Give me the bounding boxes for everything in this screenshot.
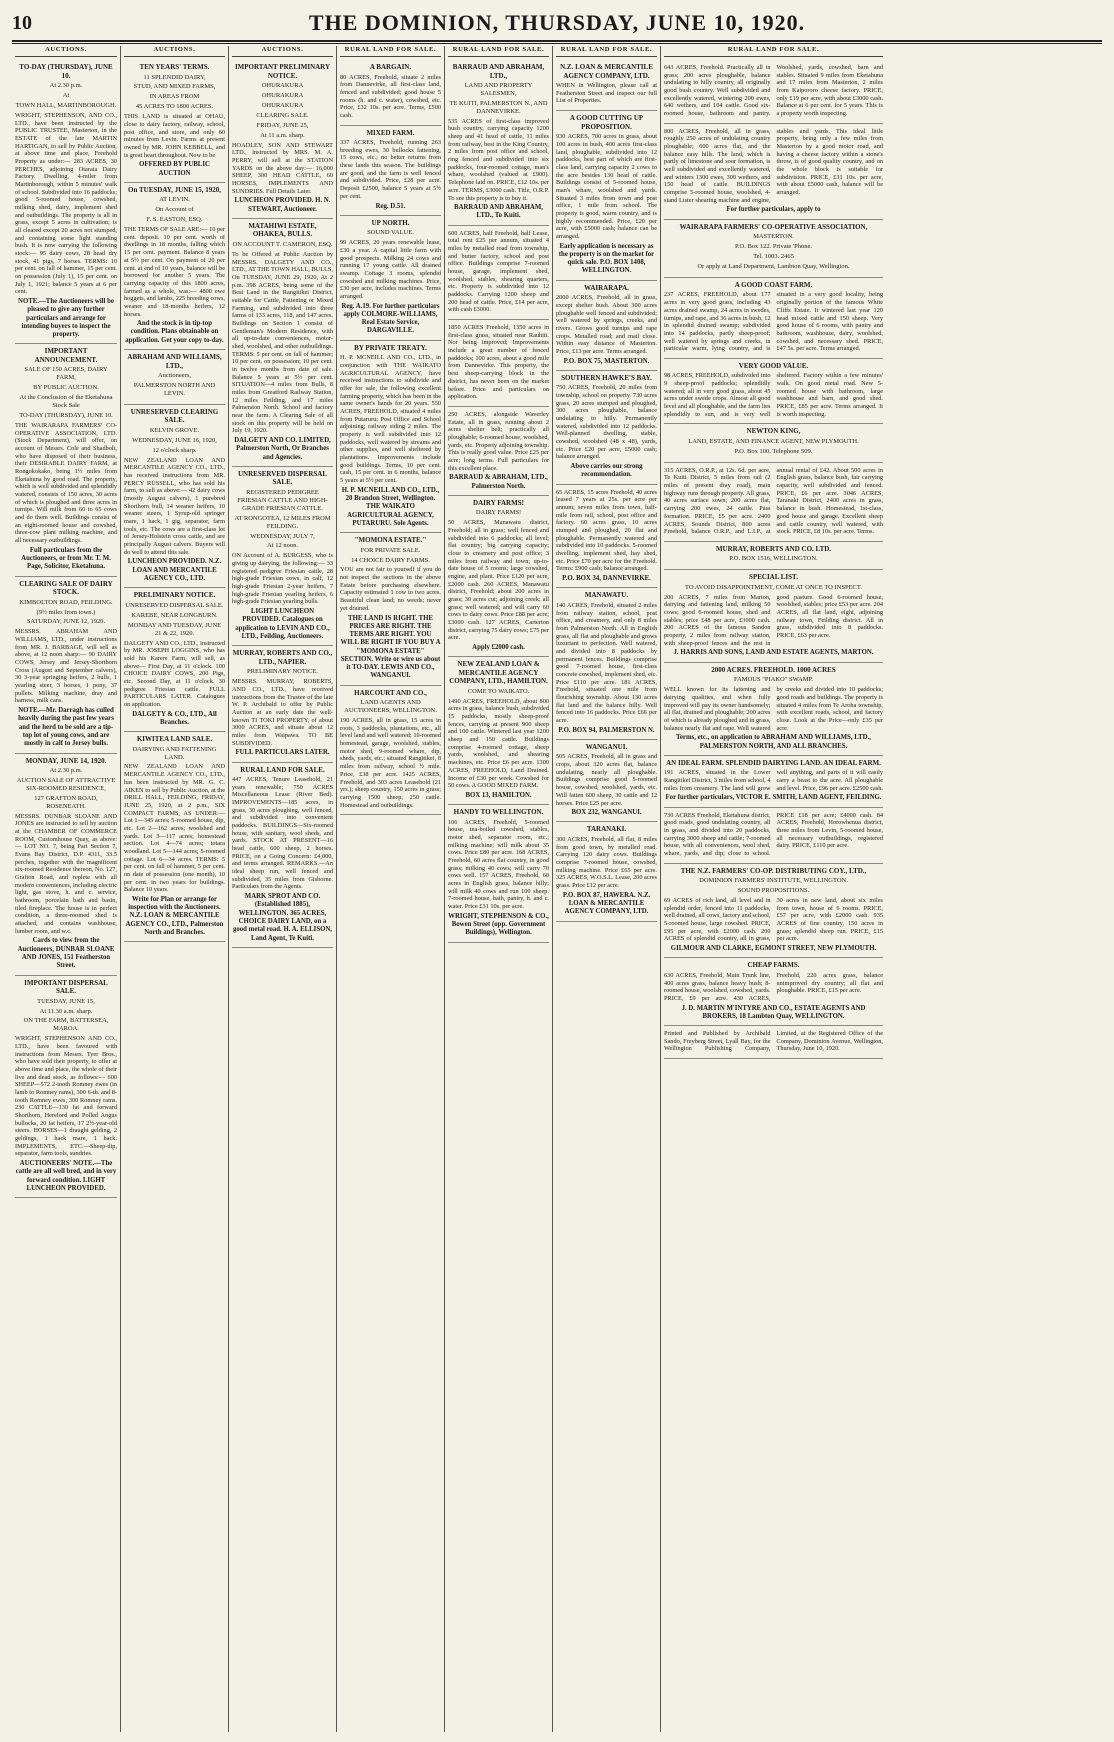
advertisement (664, 864, 883, 959)
ad-body: H. P. MCNEILL AND CO., LTD., in conjunction with THE WAIKATO AGRICULTURAL AGENCY, have received instructions to subdivide and offer for sale, the following excellent farming property, which has been in the same owner's hands for 20 years. 550 ACRES, FREEHOLD, situated 4 miles from Putaruru; Post Office and School adjoining; railway siding 2 miles. The property is well subdivided into 12 paddocks, well watered by streams and other supplies, and well sheltered by plantations. Improvements include good buildings. Terms, 10 per cent. cash, 15 per cent. in 6 months, balance 5 years at 5½ per cent. (340, 354, 441, 485)
ad-signature: P.O. BOX 94, PALMERSTON N. (558, 726, 655, 734)
ad-body: 1490 ACRES, FREEHOLD, about 800 acres in grass, balance bush, subdivided 15 paddocks, mostly sheep-proof fences, carrying at present 900 sheep and 100 cattle. Wintered last year 1200 sheep and 150 cattle. Buildings comprise 4-roomed cottage, sheep yards, woolshed, and shearing machines, etc. Price £6 per acre. 1300 ACRES, FREEHOLD, Land Drained. Income of £30 per week. Cowshed for 50 cows. A GOOD MIXED FARM. (448, 697, 549, 790)
ad-subline: FAMOUS "PIAKO" SWAMP. (733, 676, 814, 684)
advertisement (664, 958, 883, 1026)
advertisement (232, 219, 333, 467)
masthead (12, 8, 1102, 38)
ad-subline: DAIRY FARMS! (475, 509, 522, 517)
ad-headline: BARRAUD AND ABRAHAM, LTD., (452, 63, 545, 80)
advertisement (448, 407, 549, 496)
ad-headline: CLEARING SALE OF DAIRY STOCK. (19, 579, 113, 597)
column-heading: AUCTIONS. (15, 46, 117, 57)
ad-signature: Above carries our strong recommendation. (570, 463, 643, 479)
advertisement (232, 60, 333, 219)
ad-signature: NOTE.—Mr. Darragh has culled heavily during the past few years and the herd to be sold are a tip-top lot of young cows, and are mostly in calf to Jersey bulls. (18, 707, 114, 748)
advertisement (664, 359, 883, 425)
ad-body: 630 ACRES, Freehold, Main Trunk line, 400 acres grass, balance heavy bush; 8-roomed house, woolshed, cowshed, yards. PRICE, £9 per acre. 430 ACRES, Freehold, 220 acres grass, balance unimproved dry country; all flat and ploughable. PRICE, £15 per acre. (664, 971, 883, 1002)
ad-subline: OHURAKURA (261, 82, 304, 90)
ad-body: 730 ACRES Freehold, Eketahuna district, good roads, good undulating country, all in grass, and divided into 20 paddocks, carrying 3000 sheep and cattle; 7-roomed house, with all conveniences, wool shed, whare, yards, and dip; close to school. PRICE £18 per acre; £4000 cash. 84 ACRES, Freehold, Horowhenua district, three miles from Levin, 5-roomed house, all necessary outbuildings, registered dairy. PRICE, £110 per acre. (664, 811, 883, 857)
ad-body: 300 ACRES, Freehold, all flat, 8 miles from good town, by metalled road. Carrying 120 dairy cows. Buildings comprise 7-roomed house, cowshed, milking machine. Price £65 per acre. 325 ACRES, W.O.S.L. Lease, 200 acres grass. Price £12 per acre. (556, 835, 657, 890)
masthead-rule (12, 40, 1102, 42)
ad-headline: PRELIMINARY NOTICE. (133, 591, 216, 600)
advertisement (15, 754, 117, 976)
ad-headline: A GOOD CUTTING UP PROPOSITION. (569, 114, 644, 131)
ad-subline: WEDNESDAY, JULY 7, (250, 532, 315, 540)
page-number: 10 (12, 12, 32, 34)
ad-body: 600 ACRES, half Freehold, half Lease, total rent £25 per annum, situated 4 miles by metalled road from township, and butter factory, school and post office. Buildings comprise 7-roomed house, garage, implement shed, woolshed, stables, shearing quarters, etc. Property is subdivided into 12 paddocks. Carrying 1200 sheep and 200 head of cattle. Price, £14 per acre, with cash £3000. (448, 229, 549, 314)
ad-subline: OHURAKURA (261, 92, 304, 100)
ad-body: 50 ACRES, Manawatu district, Freehold; all in grass; well fenced and subdivided into 6 paddocks; all level; flat country; big carrying capacity; close to creamery and post office; 3 miles from railway and town; up-to-date house of 5 rooms; large cowshed, engine, and plant. Price £120 per acre, £2000 cash. 260 ACRES, Manawatu district, Freehold; about 200 acres in grass; 30 acres cut; adjoining creek; all grass; well watered; and will carry 60 cows to dairy cows. Price £88 per acre; £3000 cash. 127 ACRES, Carterton district, carrying 75 dairy cows; £75 per acre. (448, 519, 549, 642)
advertisement (340, 126, 441, 216)
advertisement (664, 278, 883, 359)
ad-signature: Write for Plan or arrange for inspection with the Auctioneers. N.Z. LOAN & MERCANTILE AGENCY CO., LTD., Palmerston North and Branches. (125, 895, 224, 937)
advertisement (124, 350, 225, 405)
advertisement (15, 976, 117, 1199)
ad-body: 237 ACRES, FREEHOLD, about 177 acres in very good grass, including 43 acres drained swamp, 24 acres in swedes, turnips, and rape, and 36 acres in bush, 12 in splendid drained swamp; subdivided into 14 paddocks, partly sheep-proof; well watered by springs and creeks, in particular warm, lying country, and is situated in a very good locality, being originally portion of the famous White Cliffs Estate. It wintered last year 120 head mixed cattle and 150 sheep. Very good house of 6 rooms, with pantry and bathroom, washhouse, dairy, woolshed, cowshed, and necessary shed. PRICE, £47 5s. per acre. Terms arranged. (664, 291, 883, 353)
ad-signature: P.O. BOX 87, HAWERA. N.Z. LOAN & MERCANTILE AGENCY COMPANY, LTD. (562, 891, 651, 916)
ad-headline: N.Z. LOAN & MERCANTILE AGENCY COMPANY, LTD. (560, 63, 653, 80)
ad-subline: TO-DAY (THURSDAY), JUNE 10. (19, 412, 113, 420)
ad-body: THIS LAND is situated at OHAU, close to dairy factory, railway, school, post office, and store, and only 60 minutes from Levin. Farms at present owned by MR. JOHN KEBBELL, and is great heart throughout. Now to be (124, 113, 225, 159)
ad-body: HOADLEY, SON AND STEWART LTD., instructed by MRS. M. A. PERRY, will sell at the STATION YARDS on the above day:— 16,000 SHEEP, 300 HEAD CATTLE, 60 HORSES, IMPLEMENTS AND SUNDRIES. Full Details Later. (232, 141, 333, 195)
ad-subline: COME TO WAIKATO. (467, 687, 530, 695)
ad-headline: WAIRARAPA. (584, 283, 629, 292)
ad-signature: GILMOUR AND CLARKE, EGMONT STREET, NEW PLYMOUTH. (670, 945, 877, 953)
ad-subline: LAND AGENTS AND AUCTIONEERS, WELLINGTON. (344, 699, 437, 715)
advertisement (556, 485, 657, 589)
ad-signature: BARRAUD & ABRAHAM, LTD., Palmerston North. (449, 474, 548, 490)
ad-body: WRIGHT, STEPHENSON AND CO., LTD., have been favoured with instructions from Messrs. Tyer Bros., who have sold their property, to offer at above time and place, the whole of their live and dead stock, as follows:— 600 SHEEP—572 2-tooth Romney ewes (in lamb to Romney rams), 300 6-th. and 8-tooth Romney ewes, 300 Romney rams. 230 CATTLE—130 fat and forward Shorthorn, Hereford and Polled Angus bullocks, 20 fat heifers, 17 2½-year-old steers. HORSES—1 draught gelding, 2 geldings, 1 hack mare, 1 hack. IMPLEMENTS, ETC.—Sheep-dip, separator, farm tools, sundries. (15, 1035, 117, 1158)
ad-headline: WAIRARAPA FARMERS' CO-OPERATIVE ASSOCIATION, (679, 222, 868, 231)
ad-headline: UNRESERVED CLEARING SALE. (130, 407, 219, 425)
ad-headline: THE N.Z. FARMERS' CO-OP. DISTRIBUTING COY., LTD., (680, 866, 867, 875)
advertisement (124, 60, 225, 183)
ad-subline: 14 CHOICE DAIRY FARMS. (351, 556, 430, 564)
ad-subline: SALE OF 150 ACRES, DAIRY FARM, (24, 366, 108, 382)
column-auctions-2 (120, 46, 228, 1732)
advertisement (124, 405, 225, 588)
advertisement (664, 1026, 883, 1059)
ad-headline: IMPORTANT PRELIMINARY NOTICE. (234, 63, 331, 80)
ad-signature: Reg. A.19. For further particulars apply COLMORE-WILLIAMS, Real Estate Service, DARGAVILLE. (341, 302, 440, 335)
ad-body: 191 ACRES, situated in the Lower Rangitikei District, 3 miles from school, 4 miles from creamery. The land will grow well anything, and parts of it will easily carry a beast to the acre. All ploughable and level. Price, £96 per acre. £2500 cash. (664, 769, 883, 792)
ad-headline: A GOOD COAST FARM. (734, 280, 813, 289)
ad-subline: AT RONGOTEA, 12 MILES FROM FEILDING. (234, 514, 331, 530)
ad-signature: NOTE.—The Auctioneers will be pleased to give any further particulars and arrange for intending buyers to inspect the property. (18, 297, 114, 339)
ad-headline: NEWTON KING, (746, 427, 801, 436)
ad-subline: At 2.30 p.m. (49, 767, 83, 775)
ad-signature: BARRAUD AND ABRAHAM, LTD., To Kuiti. (454, 204, 543, 220)
ad-signature: For further particulars, apply to (726, 206, 821, 214)
ad-headline: HARCOURT AND CO., (354, 688, 427, 697)
ad-body: 447 ACRES, Tenure Leasehold, 21 years renewable; 750 ACRES Miscellaneous Lease (River Bed). IMPROVEMENTS—185 acres, in grass, 30 acres ploughing, well fenced, and subdivided into convenient paddocks. BUILDINGS—Six-roomed house, with sanitary, wool sheds, and yards. STOCK AT PRESENT—16 head cattle, 600 sheep, 2 horses. PRICE, on a Going Concern: £4,000, and terms arranged. REMARKS.—An ideal sheep run, well fenced and subdivided, 35 miles from Gisborne. Particulars from the Agents. (232, 776, 333, 891)
advertisement (664, 570, 883, 662)
ad-body: 140 ACRES, Freehold, situated 2 miles from railway station, school, post office, and creamery, and only 8 miles from Palmerston North. All in English grass, all flat and ploughable and grows luxuriant to perfection. Well watered, and divided into 8 paddocks by permanent fences. Buildings comprise good 7-roomed house, first-class concrete cowshed, implement shed, etc. Price £110 per acre. 181 ACRES, Freehold, situated one mile from flourishing township. About 130 acres flat land and the balance hilly. Well fenced into 16 paddocks. Price £66 per acre. (556, 601, 657, 724)
advertisement (556, 822, 657, 921)
ad-subline: At 2.30 p.m. (49, 82, 83, 90)
advertisement (664, 663, 883, 756)
ad-signature: LIGHT LUNCHEON PROVIDED. Catalogues on application to LEVIN AND CO., LTD., Feilding, Auctioneers. (235, 608, 330, 640)
ad-signature: BOX 13, HAMILTON. (465, 791, 532, 799)
ad-signature: Early application is necessary as the property is on the market for quick sale. P.O. BOX 1408, WELLINGTON. (558, 242, 655, 275)
advertisement (664, 124, 883, 220)
column-rural-land-3 (552, 46, 660, 1732)
column-rural-land-wide (660, 46, 886, 1732)
ad-headline: MURRAY, ROBERTS AND CO. LTD. (715, 544, 832, 553)
ad-headline: 2000 ACRES. FREEHOLD. 1000 ACRES (711, 665, 836, 674)
advertisement (232, 763, 333, 948)
ad-headline: TO-DAY (THURSDAY), JUNE 10. (19, 63, 113, 80)
column-auctions-3 (228, 46, 336, 1732)
ad-body: 643 ACRES, Freehold. Practically all in grass; 200 acres ploughable, balance undulating to hilly country, all originally good bush country. Well subdivided and excellently watered, wintering 200 ewes, 640 wethers, and 104 cattle. Good six-roomed house, bathroom and pantry. Woolshed, yards, cowshed, barn and stables. Situated 9 miles from Eketahuna and 17 miles from Masterton, 2 miles from Kaipororo cheese factory. PRICE, only £19 per acre, with about £3000 cash. Balance at 6 per cent. for 5 years. This is a property worth inspecting. (664, 64, 883, 118)
ad-headline: KIWITEA LAND SALE. (136, 735, 213, 744)
column-heading: RURAL LAND FOR SALE. (340, 46, 441, 57)
advertisement (124, 183, 225, 350)
advertisement (232, 467, 333, 646)
ad-subline: PRELIMINARY NOTICE. (247, 668, 318, 676)
advertisement (556, 371, 657, 485)
newspaper-title: THE DOMINION, THURSDAY, JUNE 10, 1920. (308, 10, 806, 35)
ad-body: YOU are not fair to yourself if you do not inspect the sections in the above Estate before purchasing elsewhere. Capacity estimated 1 cow to two acres. Beautiful clean land; no weeds; never yet drained. (340, 566, 441, 612)
advertisement (556, 60, 657, 111)
ad-headline: VERY GOOD VALUE. (738, 361, 809, 370)
ad-subline: TOWN HALL, MARTINBOROUGH. (15, 101, 117, 109)
ad-headline: ABRAHAM AND WILLIAMS, LTD., (127, 353, 222, 370)
advertisement (664, 542, 883, 570)
ad-body: MESSRS. DUNBAR SLOANE AND JONES are instructed to sell by auction at the CHAMBER OF COMMERCE ROOM, Customhouse Quay, as above:— LOT NO. 7, being Part Section 7, Evans Bay District, D.P. 4311, 33.5 perches, together with the magnificent six-roomed Residence thereon, No. 127, Grafton Road, and replete with all modern conveniences, including electric light, gas stove, h. and c. service, bathroom, porcelain bath and basin, tiled fireplace. The house is in perfect condition, a three-roomed shed is attached, and contains washhouse, lumber room, and w.c. (15, 812, 117, 935)
ad-body: 65 ACRES, 15 acres Freehold, 40 acres leased 7 years at 25s. per acre per annum; seven miles from town, half-mile from rail, school, post office and factory. 60 acres grass, 10 acres stumped and ploughed, 20 flat and ploughable. Permanently watered and subdivided into 10 paddocks. 5-roomed dwelling, implement shed, hay shed, etc. Price £70 per acre for the Freehold. Terms: £900 cash; balance arranged. (556, 488, 657, 573)
ad-subline: MONDAY AND TUESDAY, JUNE 21 & 22, 1920. (127, 621, 222, 637)
advertisement (448, 60, 549, 226)
advertisement (556, 111, 657, 281)
ad-body: DALGETY AND CO., LTD., instructed by MR. JOSEPH LOGGINS, who has sold his Karere Farm, will sell, as above— First Day, at 11 o'clock. 100 CHOICE DAIRY COWS, 200 Pigs, etc. Second Day, at 11 o'clock. 30 pedigree Friesian cattle. FULL PARTICULARS LATER. Catalogues on application. (124, 639, 225, 708)
column-heading: RURAL LAND FOR SALE. (556, 46, 657, 57)
ad-subline: Auctioneers, (157, 372, 192, 380)
ad-headline: RURAL LAND FOR SALE. (240, 765, 325, 774)
ad-body: 200 ACRES, 7 miles from Marton, dairying and fattening land, milking 50 cows; good 6-roomed house, shed and stables; price £48 per acre, £3000 cash. 200 ACRES of the famous Sandon property, 2 miles from railway station, with sheep-proof fences and the rest in good pasture. Good 6-roomed house, woolshed, stables; price £53 per acre. 204 ACRES, all flat land, eight, adjoining railway town, Feilding district. All in grass, subdivided into 8 paddocks. PRICE, £63 per acre. (664, 593, 883, 647)
ad-subline: 11 SPLENDID DAIRY, (143, 73, 206, 81)
column-heading: AUCTIONS. (232, 46, 333, 57)
ad-body: 1850 ACRES Freehold, 1350 acres in first-class grass, situated near Rauhiti. Nor being improved; Improvements include a great number of fenced paddocks; 100 acres, about a good mile from Dannevirke. This property, the best sheep-carrying block in the district, has never been on the market before. Price and particulars on application. (448, 324, 549, 401)
ad-headline: CHEAP FARMS. (747, 961, 800, 970)
ad-subline: At the Conclusion of the Eketahuna Stock Sale (19, 394, 113, 410)
ad-subline: OHURAKURA (261, 101, 304, 109)
ad-signature: H. P. MCNEILL AND CO., LTD., 20 Brandon Street, Wellington. THE WAIKATO AGRICULTURAL AGENCY, PUTARURU. Sole Agents. (341, 486, 440, 527)
ad-subline: IN AREAS FROM (149, 93, 200, 101)
advertisement (15, 577, 117, 754)
advertisement (448, 657, 549, 805)
ad-subline: FRIDAY, JUNE 25, (256, 121, 309, 129)
ad-signature: THE LAND IS RIGHT. THE PRICES ARE RIGHT. THE TERMS ARE RIGHT. YOU WILL BE RIGHT IF YOU BUY A "MOMONA ESTATE" SECTION. Write or wire us about it TO-DAY. LEWIS AND CO., WANGANUI. (340, 614, 441, 680)
ad-signature: For further particulars, VICTOR E. SMITH, LAND AGENT, FEILDING. (665, 794, 882, 802)
column-rural-land-1 (336, 46, 444, 1732)
ad-headline: UP NORTH. (371, 218, 410, 227)
advertisement (124, 732, 225, 942)
ad-signature: AUCTIONEERS' NOTE.—The cattle are all well bred, and in very forward condition. LIGHT LUNCHEON PROVIDED. (15, 1160, 117, 1192)
advertisement (664, 60, 883, 124)
ad-headline: DAIRY FARMS! (473, 498, 524, 507)
ad-signature: J. HARRIS AND SONS, LAND AND ESTATE AGENTS, MARTON. (673, 649, 874, 657)
columns-container (12, 46, 1102, 1732)
ad-body: WELL known for its fattening and dairying qualities, and when fully improved will pay its owner handsomely; all flat, drained and ploughable; 200 acres of which is already ploughed and in grass, balance nearly flat and rape. Well watered by creeks and divided into 10 paddocks; good roads and buildings. The property is situated 4 miles from Te Aroha township, with excellent roads, school, and factory close. Look at the Price—only £35 per acre. (664, 686, 883, 732)
advertisement (15, 344, 117, 576)
ad-subline: SATURDAY, JUNE 12, 1920. (26, 618, 106, 626)
ad-signature: DALGETY & CO., LTD., All Branches. (132, 710, 217, 726)
ad-signature: MARK SPROT AND CO. (Established 1885), WELLINGTON. 365 ACRES, CHOICE DAIRY LAND, on a good metal road. H. A. ELLISON, Land Agent, Te Kuiti. (232, 893, 332, 942)
ad-headline: "MOMONA ESTATE." (354, 536, 427, 545)
ad-signature: P.O. BOX 34, DANNEVIRKE. (562, 575, 651, 583)
ad-subline: ON THE FARM, BATTERSEA, MAROA. (23, 1017, 109, 1033)
ad-headline: UNRESERVED DISPERSAL SALE. (237, 469, 328, 487)
ad-subline: KIMBOLTON ROAD, FEILDING. (19, 598, 113, 606)
ad-signature: Reg. D.51. (375, 202, 406, 210)
ad-subline: SOUND VALUE. (367, 229, 414, 237)
ad-subline: On Account of (155, 206, 194, 214)
ad-body: 2000 ACRES, Freehold, all in grass, except shelter bush. About 300 acres ploughable well fenced and subdivided; well watered by springs, creeks, and rivers. Grows good turnips and rape crops. Metalled road; and mail close. Within easy distance of Masterton. Price, £13 per acre. Terms arranged. (556, 294, 657, 355)
advertisement (448, 496, 549, 657)
ad-body: THE WAIRARAPA FARMERS' CO-OPERATIVE ASSOCIATION, LTD. (Stock Department), will offer, on account of Messrs. Cole and Shadbolt, who have disposed of their business, their DESIRABLE DAIRY FARM, at Rongokokako, being 1½ miles from Eketahuna by good road. The property, which is well subdivided and splendidly watered, consists of 150 acres, 30 acres of which is ploughed and three acres in turnips. Will milk from 60 to 65 cows and do them well. Buildings consist of an eight-roomed house and cowshed, three-cow plant milking machine, and all necessary outbuildings. (15, 421, 117, 545)
ad-headline: On TUESDAY, JUNE 15, 1920, (128, 185, 221, 194)
ad-body: NEW ZEALAND LOAN AND MERCANTILE AGENCY CO., LTD., has been instructed by MR. G. C. AIKEN to sell by Public Auction, at the DRILL HALL, FEILDING, FRIDAY, JUNE 25, 1920, at 2 p.m., SIX COMPACT FARMS, AS UNDER:— Lot 1—345 acres; 5-roomed house, dip, etc. Lot 2—162 acres; woolshed and yards. Lot 3—117 acres; homestead section. Lot 4—74 acres; totara woodland. Lot 5—144 acres; 5-roomed cottage. Lot 6—34 acres. TERMS: 5 per cent. on fall of hammer, 5 per cent. on date of possession (one month), 10 per cent. in two years for buildings. Balance 10 years. (124, 763, 225, 894)
column-rural-land-2 (444, 46, 552, 1732)
ad-subline: UNRESERVED DISPERSAL SALE. (125, 601, 224, 609)
ad-body: To be Offered at Public Auction by MESSRS. DALGETY AND CO., LTD., AT THE TOWN HALL, BULLS, On TUESDAY, JUNE 29, 1920, At 2 p.m. 398 ACRES, being some of the Best Land in the Rangitikei District, suitable for Cattle, Fattening or Mixed Farming, and subdivided into three farms of 133 acres, 118, and 147 acres. Buildings on Section 1 consist of Gentleman's Modern Residence, with all up-to-date conveniences, motor-shed, woolshed, and other outbuildings. TERMS: 5 per cent. on fall of hammer; 10 per cent. on possession; 10 per cent. in twelve months from date of sale. Balance 5 years at 5½ per cent. SITUATION—4 miles from Bulls, 8 miles from Greatford Railway Station, 12 miles Feilding, and 17 miles Palmerston North. School and factory near the farm. A Clearing Sale of all stock on this property will be held on July 19, 1920. (232, 250, 333, 435)
ad-body: 99 ACRES, 20 years renewable lease, £30 a year. A capital little farm with good prospects. Milking 24 cows and running 17 young cattle. All drained swamp. Cottage 3 rooms, splendid cowshed and milking machines. Price, £30 per acre, includes machines. Terms arranged. (340, 239, 441, 300)
ad-body: 800 ACRES, Freehold, all in grass, roughly 250 acres of undulating country ploughable; 600 acres flat, and the balance easy hills. The land, which is partly of limestone and sour formation, is well subdivided and excellently watered, and winters 1300 ewes, 300 wethers, and 150 head of cattle. BUILDINGS comprise 5-roomed house, woolshed, 4-stand Lister shearing machine and engine, stables and yards. This ideal little property, being only a few miles from Masterton by a good motor road, and having a cheese factory within a stone's throw, is of good quality country, and on the whole block is suitable for subdivision. PRICE, £31 10s. per acre, with about £5000 cash, balance will be arranged. (664, 127, 883, 204)
ad-subline: WEDNESDAY, JUNE 16, 1920, (132, 436, 217, 444)
ad-headline: MATAHIWI ESTATE, OHAKEA, BULLS. (248, 221, 317, 239)
ad-subline: P.O. BOX 1516, WELLINGTON. (729, 555, 818, 563)
ad-subline: 127 GRAFTON ROAD, ROSENEATH. (34, 794, 98, 810)
ad-subline: STUD, AND MIXED FARMS, (133, 83, 216, 91)
ad-headline: WANGANUI. (585, 742, 628, 751)
column-heading: AUCTIONS. (124, 46, 225, 57)
ad-headline: MIXED FARM. (366, 128, 415, 137)
ad-headline: SPECIAL LIST. (749, 573, 798, 582)
ad-subline: F. S. EASTON, ESQ. (146, 216, 203, 224)
advertisement (448, 226, 549, 320)
ad-body: 315 ACRES, O.R.P., at 12s. 6d. per acre, Te Kuiti District, 5 miles from rail (2 miles of present dray road), main highway runs through property. All grass, 40 acres surface sown; 200 acres flat, carrying 200 ewes, 24 cattle. Pass formation. PRICE, £5 per acre. 2400 ACRES, Sounds District, 800 acres Freehold, balance O.R.P., and L.I.P., at annual rental of £42. About 500 acres in English grass, balance bush, fair carrying capacity, well subdivided and fenced. PRICE, £6 per acre. 3046 ACRES, Taranaki District, 2400 acres in grass, balance in bush. Homestead, 1st-class, good house and garage. Excellent sheep and cattle country, well watered, with stock. PRICE, £8 10s. per acre. Terms. (664, 466, 883, 536)
advertisement (340, 686, 441, 815)
ad-headline: IMPORTANT ANNOUNCEMENT. (34, 347, 98, 364)
ad-body: Printed and Published by Archibald Sando, Freyberg Street, Lyall Bay, for the Wellington Publishing Company, Limited, at the Registered Office of the Company, Dominion Avenue, Wellington, Thursday, June 10, 1920. (664, 1030, 883, 1053)
ad-body: 98 ACRES, FREEHOLD, subdivided into 9 sheep-proof paddocks; splendidly watered; all in very good grass, about 45 acres under swede crops. Almost all good level and all ploughable, and the farm lies splendidly to sun, and is very well sheltered. Factory within a few minutes' walk. On good metal road. New 5-roomed house with bathroom, large washhouse and barn, and good shed. PRICE, £85 per acre. Terms arranged. It is worth inspecting. (664, 372, 883, 418)
ad-signature: BOX 232, WANGANUI. (571, 809, 642, 817)
column-auctions-1 (12, 46, 120, 1732)
advertisement (15, 60, 117, 344)
ad-subline: P.O. Box 100. Telephone 509. (734, 447, 813, 455)
ad-subline: DAIRYING AND FATTENING LAND. (132, 745, 217, 761)
ad-signature: OFFERED BY PUBLIC AUCTION (139, 161, 210, 177)
ad-subline: MASTERTON. (753, 233, 794, 241)
ad-signature: DALGETY AND CO. LIMITED, Palmerston North, Or Branches and Agencies. (234, 437, 331, 461)
ad-subline: P.O. Box 122. Private 'Phone. (734, 243, 812, 251)
ad-subline: REGISTERED PEDIGREE FRIESIAN CATTLE AND HIGH-GRADE FRIESIAN CATTLE. (237, 488, 328, 512)
ad-body: WHEN in Wellington, please call at Featherston Street and inspect our full List of Properties. (556, 82, 657, 105)
ad-subline: 45 ACRES TO 1800 ACRES. (135, 103, 214, 111)
ad-subline: PALMERSTON NORTH AND LEVIN. (133, 382, 216, 397)
ad-headline: HANDY TO WELLINGTON. (453, 808, 544, 817)
advertisement (556, 740, 657, 823)
ad-headline: MONDAY, JUNE 14, 1920. (25, 756, 107, 765)
column-heading: RURAL LAND FOR SALE. (664, 46, 883, 57)
ad-subline: FOR PRIVATE SALE. (360, 546, 421, 554)
ad-body: 250 ACRES, alongside Waverley Estate, all in grass, running about 2 acres shelter belt; practically all ploughable; 6-roomed house, woolshed, yards, etc. Property adjoining township. This is really good value. Price £25 per acre; long terms. Full particulars for this excellent place. (448, 410, 549, 472)
ad-headline: A BARGAIN. (369, 63, 412, 72)
ad-subline: TO AVOID DISAPPOINTMENT, COME AT ONCE TO INSPECT. (684, 583, 863, 591)
ad-body: MESSRS. ABRAHAM AND WILLIAMS, LTD., under instructions from MR. J. BARBAGE, will sell as above, at 12 noon sharp:— 90 DAIRY COWS, Jersey and Jersey-Shorthorn Cross (August and September calvers), 30 3-year springing heifers, 2 bulls, 1 yearling steer, 3 horses, 1 pony, 37 pullets. Milking machine, dray and harness, milk cans. (15, 628, 117, 705)
ad-subline: LAND AND PROPERTY SALESMEN, (464, 82, 533, 98)
masthead-rule-thin (12, 43, 1102, 44)
advertisement (664, 463, 883, 542)
ad-signature: LUNCHEON PROVIDED. N.Z. LOAN AND MERCANTILE AGENCY CO., LTD. (127, 558, 222, 582)
advertisement (556, 281, 657, 371)
ad-headline: BY PRIVATE TREATY. (354, 343, 427, 352)
ad-body: WRIGHT, STEPHENSON, AND CO., LTD., have been instructed by the PUBLIC TRUSTEE, Masterton, in the ESTATE of the late MARTIN HARTIGAN, to sell by Public Auction, at above time and place, Freehold Property as under:— 283 ACRES, 30 PERCHES, adjoining Otaraia Dairy Factory. Dwelling, 4-miler from Martinborough, within 5 minutes' walk of school. Subdivided into 16 paddocks; good 5-roomed house, cowshed, milking shed, dairy, implement shed and outbuildings. The property is all in grass, except 5 acres in cultivation; is all cleared except 20 acres not stumped, and containing some light standing bush. It is now carrying the following stock:— 95 dairy cows, 28 head dry stock, 41 pigs, 7 horses. TERMS: 10 per cent. on fall of hammer, 15 per cent. on possession (July 1), 15 per cent. on July 1, 1921; balance 5 years at 6 per cent. (15, 111, 117, 296)
ad-headline: NEW ZEALAND LOAN & MERCANTILE AGENCY COMPANY, LTD., HAMILTON. (449, 660, 548, 686)
ad-subline: At 11 a.m. sharp. (260, 131, 305, 139)
ad-subline: DOMINION FARMERS' INSTITUTE, WELLINGTON. (699, 877, 848, 885)
ad-signature: And the stock is in tip-top condition. Plans obtainable on application. Get your copy to-day. (125, 320, 224, 344)
ad-subline: At (62, 92, 70, 100)
advertisement (124, 588, 225, 732)
ad-signature: Terms, etc., on application to ABRAHAM AND WILLIAMS, LTD., PALMERSTON NORTH, AND ALL BRANCHES. (676, 734, 871, 750)
column-heading: RURAL LAND FOR SALE. (448, 46, 549, 57)
ad-subline: LAND, ESTATE, AND FINANCE AGENT, NEW PLYMOUTH. (688, 437, 859, 445)
ad-subline: SOUND PROPOSITIONS. (737, 887, 810, 895)
ad-body: 106 ACRES, Freehold, 5-roomed house, tea-boiled cowshed, stables, motor shed, separator room, etc.; milking machine; will milk about 35 cows. Price £80 per acre. 168 ACRES, Freehold, 60 acres flat country, in good grass; milking 40 cows; will carry 70 cows well. 157 ACRES, Freehold, 60 acres in English grass, balance hilly; will milk 40 cows and run 100 sheep. 7-roomed house, bath, pantry, h. and c. water. Price £31 10s. per acre. (448, 818, 549, 911)
ad-subline: At 11.30 a.m. sharp. (39, 1007, 93, 1015)
ad-signature: Full particulars from the Auctioneers, or from Mr. T. M. Page, Solicitor, Eketahuna. (21, 546, 111, 571)
advertisement (340, 216, 441, 341)
advertisement (448, 805, 549, 942)
ad-body: 535 ACRES of first-class improved bush country, carrying capacity 1200 sheep and 41 head of cattle, 11 miles from railway, best in the King Country, 2 miles from post office and school, ring fenced and subdivided into six paddocks, four-roomed cottage, man's whare, woolshed (valued at £900). Telephone laid on. PRICE, £12 10s. per acre. TERMS, £3000 cash. Title, O.R.P. To see this property is to buy it. (448, 117, 549, 202)
ad-headline: SOUTHERN HAWKE'S BAY. (561, 373, 652, 382)
advertisement (340, 60, 441, 126)
ad-subline: KAREBE, NEAR LONGBURN. (131, 611, 218, 619)
ad-subline: AT LEVIN. (159, 196, 190, 204)
ad-subline: 12 o'clock sharp. (152, 446, 197, 454)
advertisement (664, 756, 883, 808)
ad-body: THE TERMS OF SALE ARE:— 10 per cent. deposit. 10 per cent. worth of dwellings in 18 months, falling which 15 per cent. payment. Balance 8 years at 5½ per cent. On payment of 20 per cent. at end of 10 years, balance will be borrowed for another 5 years. The carrying capacity of this 1800 acres, farmed as a whole, was:— 4800 ewe hoggets, and lambs, 225 breeding cows, weaner and 18-months heifers, 12 horses. (124, 226, 225, 318)
ad-subline: (9½ miles from town.) (36, 608, 96, 616)
ad-body: 190 ACRES, all in grass, 15 acres in roots, 3 paddocks, plantations, etc., all level land and well watered; 10-roomed homestead, garage, woolshed, stables, motor shed, 9-roomed whare, dip, sheds, yards, etc.; situated Rangitikei, 8 miles from railway, school ½ mile. Price, £38 per acre. 1425 ACRES, Freehold, and 303 acres Leasehold (21 yrs.); sheep country, 150 acres in grass; carrying 1500 sheep, 250 cattle. Homestead and outbuildings. (340, 717, 441, 809)
ad-body: 337 ACRES, Freehold, running 263 breeding ewes, 30 bullocks fattening, 15 cows, etc.; no better returns from these lands this season. The buildings are good, and the farm is well fenced and subdivided. Price, £28 per acre. Deposit £2500, balance 5 years at 5½ per cent. (340, 139, 441, 200)
ad-headline: IMPORTANT DISPERSAL SALE. (24, 978, 108, 996)
advertisement (340, 341, 441, 533)
ad-body: NEW ZEALAND LOAN AND MERCANTILE AGENCY CO., LTD., has received instructions from MR. PERCY RUSSELL, who has sold his farm, to sell as above:— 42 dairy cows (mostly August calvers), 1 purebred Shorthorn bull, 14 weaner heifers, 10 weaner steers, 1 Syrup-old springer mare, 1 hack, 1 gig, separator, farm tools, etc. The cows are a first-class lot of Jersey-Holstein cross cattle, and are principally August calvers. Buyers will do well to attend this sale. (124, 456, 225, 556)
ad-signature: P.O. BOX 75, MASTERTON. (563, 357, 650, 365)
ad-body: 80 ACRES, Freehold, situate 2 miles from Dannevirke, all first-class land, fenced and subdivided; good house 5 rooms (h. and c. water), cowshed, etc. Price, £32 10s. per acre. Terms, £500 cash. (340, 73, 441, 119)
ad-headline: MURRAY, ROBERTS AND CO., LTD., NAPIER. (232, 649, 333, 666)
ad-subline: Tel. 1003. 2465 (753, 253, 794, 261)
ad-signature: J. D. MARTIN M'INTYRE AND CO., ESTATE AGENTS AND BROKERS, 18 Lambton Quay, WELLINGTON. (681, 1004, 866, 1020)
ad-headline: TARANAKI. (586, 825, 627, 834)
ad-headline: TEN YEARS' TERMS. (139, 63, 210, 72)
advertisement (556, 588, 657, 740)
ad-signature: Cards to view from the Auctioneers, DUNBAR SLOANE AND JONES, 151 Featherston Street. (17, 937, 115, 970)
ad-signature: WRIGHT, STEPHENSON & CO., Bowen Street (opp. Government Buildings), Wellington. (448, 912, 549, 937)
ad-signature: Apply £2000 cash. (472, 643, 525, 651)
ad-headline: MANAWATU. (584, 591, 629, 600)
ad-body: 750 ACRES, Freehold, 20 miles from township, school on property. 730 acres grass, 20 acres stumped and ploughed, 300 acres ploughable, balance undulating to hilly. Permanently watered, subdivided into 12 paddocks. Well-planned dwelling, stable, cowshed, woolshed (48 x 48), yards, etc. Price £20 per acre, £5000 cash; balance arranged. (556, 384, 657, 461)
ad-signature: FULL PARTICULARS LATER. (235, 749, 330, 757)
advertisement (664, 220, 883, 278)
advertisement (664, 808, 883, 864)
ad-signature: LUNCHEON PROVIDED. H. N. STEWART, Auctioneer. (234, 197, 331, 213)
ad-subline: BY PUBLIC AUCTION. (33, 384, 99, 392)
advertisement (232, 646, 333, 762)
ad-subline: At 12 noon. (267, 542, 298, 550)
ad-subline: KELVIN GROVE. (149, 426, 200, 434)
ad-subline: Or apply at Land Department, Lambton Quay, Wellington. (697, 263, 850, 271)
ad-subline: ON ACCOUNT T. CAMERON, ESQ. (232, 240, 333, 248)
ad-subline: TE KUITI, PALMERSTON N., AND DANNEVIRKE. (449, 99, 548, 115)
ad-body: ON Account of A. BURGESS, who is giving up dairying, the following:— 33 registered pedigree Friesian cattle, 28 high-grade Friesian cows, in calf, 12 high-grade Friesian 2-year heifers, 7 high-grade Friesian yearling heifers, 6 high-grade Friesian yearling bulls. (232, 552, 333, 606)
ad-body: 69 ACRES of rich land, all level and in splendid order, fenced into 11 paddocks, well drained, all cows, factory and school, 5-roomed house, large cowshed. PRICE, £95 per acre, with £2000 cash. 200 ACRES of splendid country, all in grass, 30 acres in new land, about six miles from town, house of 6 rooms. PRICE, £57 per acre, with £2000 cash. 935 ACRES of fine country, 150 acres in grass; splendid sheep run. PRICE, £15 per acre. (664, 897, 883, 943)
ad-subline: CLEARING SALE. (256, 111, 309, 119)
advertisement (340, 533, 441, 686)
advertisement (448, 320, 549, 407)
ad-subline: AUCTION SALE OF ATTRACTIVE SIX-ROOMED RESIDENCE, (16, 776, 116, 792)
advertisement (664, 424, 883, 462)
ad-subline: TUESDAY, JUNE 15, (37, 997, 95, 1005)
ad-body: MESSRS. MURRAY, ROBERTS, AND CO., LTD., have received instructions from the Trustee of the late W. P. Archibald to offer by Public Auction at an early date the well-known TI TOKI PROPERTY, of about 3000 ACRES, and situate about 12 miles from Waipawa. TO BE SUBDIVIDED. (232, 678, 333, 747)
ad-body: 505 ACRES, Freehold, all in grass and crops, about 320 acres flat, balance undulating, nearly all ploughable. Buildings comprise good 5-roomed house, cowshed, woolshed, yards, etc. Will fatten 600 sheep, 30 cattle and 12 horses. Price £25 per acre. (556, 753, 657, 807)
ad-body: 930 ACRES, 700 acres in grass, about 100 acres in bush, 400 acres first-class land, ploughable, subdivided into 12 paddocks, best part of which are first-class land, carrying capacity 2 cows to the acre besides 130 head of cattle. Buildings consist of 5-roomed house, man's whare, woolshed and yards. Situated 3 miles from town and post office, 1 mile from school. The property is good, warm country, and is highly recommended. Price, £20 per acre, with £5000 cash; balance can be arranged. (556, 133, 657, 240)
ad-headline: AN IDEAL FARM. SPLENDID DAIRYING LAND. AN IDEAL FARM. (666, 758, 881, 767)
